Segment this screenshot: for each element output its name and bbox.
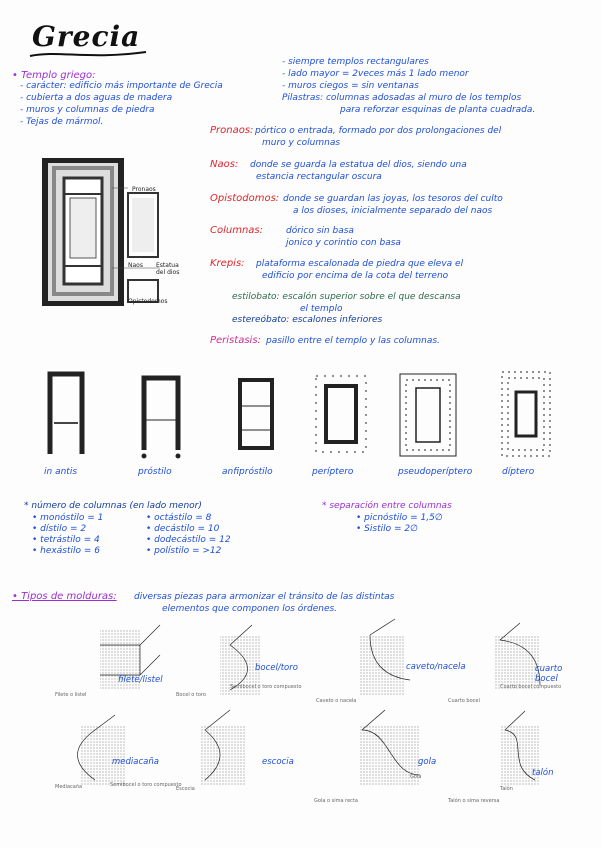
moldura-label-talon: talón <box>532 768 554 778</box>
page-title: Grecia <box>32 20 141 53</box>
moldura-label-bocel: bocel/toro <box>255 663 298 673</box>
plan-periptero <box>316 376 366 452</box>
plan-prostilo <box>142 378 180 458</box>
estereobato-line: estereóbato: escalones inferiores <box>232 315 383 325</box>
moldura-caption-2: Semibocel o toro compuesto <box>230 684 302 690</box>
moldura-caption-0: Filete o listel <box>55 692 87 698</box>
templo-heading: • Templo griego: <box>12 70 96 81</box>
num-col1-2: • tetrástilo = 4 <box>32 535 100 545</box>
num-col1-1: • dístilo = 2 <box>32 524 87 534</box>
moldura-label-gola: gola <box>418 757 437 767</box>
def-pronaos-1: pórtico o entrada, formado por dos prolongaciones del <box>255 126 502 136</box>
separacion-heading: * separación entre columnas <box>322 501 452 511</box>
def-krepis-term: Krepis: <box>210 258 245 269</box>
temple-plan-diagram <box>42 158 202 308</box>
plan-type-4: pseudoperíptero <box>398 467 473 477</box>
templo-line-3: - muros y columnas de piedra <box>20 105 155 115</box>
def-columnas-term: Columnas: <box>210 225 264 236</box>
molduras-diagrams <box>0 615 600 815</box>
def-opistodomos-2: a los dioses, inicialmente separado del naos <box>293 206 493 216</box>
moldura-caption-9: Gola <box>410 774 422 780</box>
num-col2-1: • decástilo = 10 <box>146 524 220 534</box>
peristasis-def: pasillo entre el templo y las columnas. <box>266 336 440 346</box>
num-col1-3: • hexástilo = 6 <box>32 546 100 556</box>
right-line-3: - muros ciegos = sin ventanas <box>282 81 419 91</box>
moldura-label-caveto: caveto/nacela <box>406 662 466 672</box>
plan-types-diagram <box>40 370 600 460</box>
def-columnas-2: jonico y corintio con basa <box>286 238 401 248</box>
plan-label-estatua: Estatua del dios <box>156 262 180 276</box>
def-naos-2: estancia rectangular oscura <box>256 172 382 182</box>
moldura-caption-12: Talón o sima reversa <box>448 798 500 804</box>
def-naos-term: Naos: <box>210 159 239 170</box>
num-col1-0: • monóstilo = 1 <box>32 513 104 523</box>
estilobato-line-2: el templo <box>300 304 343 314</box>
right-line-2: - lado mayor = 2veces más 1 lado menor <box>282 69 469 79</box>
plan-anfiprostilo <box>240 380 272 448</box>
separacion-0: • picnóstilo = 1,5∅ <box>356 513 443 523</box>
templo-line-4: - Tejas de mármol. <box>20 117 104 127</box>
def-pronaos-2: muro y columnas <box>262 138 341 148</box>
plan-label-naos: Naos <box>128 262 143 269</box>
moldura-label-mediacana: mediacaña <box>112 757 159 767</box>
num-col2-3: • polístilo = >12 <box>146 546 222 556</box>
peristasis-term: Peristasis: <box>210 335 261 346</box>
pilastras-def-2: para reforzar esquinas de planta cuadrada. <box>340 105 536 115</box>
moldura-caption-7: Semibocel o toro compuesto <box>110 782 182 788</box>
pilastras-term: Pilastras: columnas adosadas al muro de los templos <box>282 93 522 103</box>
moldura-caption-10: Gola o sima recta <box>314 798 358 804</box>
def-columnas-1: dórico sin basa <box>286 226 354 236</box>
moldura-caption-8: Escocia <box>176 786 195 792</box>
moldura-label-filete: filete/listel <box>118 675 163 685</box>
num-columnas-heading: * número de columnas (en lado menor) <box>24 501 202 511</box>
num-col2-2: • dodecástilo = 12 <box>146 535 231 545</box>
molduras-def-1: diversas piezas para armonizar el tránsito de las distintas <box>134 592 395 602</box>
moldura-caption-3: Caveto o nacela <box>316 698 357 704</box>
plan-label-opistodomos: Opistodomos <box>128 298 168 305</box>
moldura-caption-6: Mediacaña <box>55 784 83 790</box>
molduras-heading: • Tipos de molduras: <box>12 591 117 602</box>
moldura-caption-11: Talón <box>500 786 513 792</box>
molduras-def-2: elementos que componen los órdenes. <box>162 604 338 614</box>
estilobato-line: estilobato: escalón superior sobre el que descansa <box>232 292 461 302</box>
separacion-1: • Sistilo = 2∅ <box>356 524 418 534</box>
plan-type-1: próstilo <box>138 467 172 477</box>
plan-pseudoperiptero <box>400 374 456 456</box>
def-pronaos-term: Pronaos: <box>210 125 254 136</box>
plan-type-0: in antis <box>44 467 78 477</box>
moldura-caption-1: Bocel o toro <box>176 692 206 698</box>
moldura-label-escocia: escocia <box>262 757 294 767</box>
templo-line-1: - carácter: edificio más importante de Grecia <box>20 81 223 91</box>
def-opistodomos-term: Opistodomos: <box>210 193 280 204</box>
def-naos-1: donde se guarda la estatua del dios, siendo una <box>250 160 467 170</box>
moldura-caption-4: Cuarto bocel <box>448 698 480 704</box>
right-line-1: - siempre templos rectangulares <box>282 57 429 67</box>
moldura-caption-5: Cuarto bocel compuesto <box>500 684 562 690</box>
moldura-label-cuarto-bocel: cuarto bocel <box>535 664 563 684</box>
plan-type-3: períptero <box>312 467 354 477</box>
def-opistodomos-1: donde se guardan las joyas, los tesoros del culto <box>283 194 503 204</box>
plan-type-2: anfipróstilo <box>222 467 273 477</box>
plan-in-antis <box>50 374 82 454</box>
plan-type-5: díptero <box>502 467 535 477</box>
num-col2-0: • octástilo = 8 <box>146 513 212 523</box>
templo-line-2: - cubierta a dos aguas de madera <box>20 93 173 103</box>
def-krepis-1: plataforma escalonada de piedra que eleva el <box>256 259 464 269</box>
plan-diptero <box>502 372 550 456</box>
title-underline <box>28 48 148 62</box>
plan-label-pronaos: Pronaos <box>132 186 156 193</box>
def-krepis-2: edificio por encima de la cota del terreno <box>262 271 449 281</box>
